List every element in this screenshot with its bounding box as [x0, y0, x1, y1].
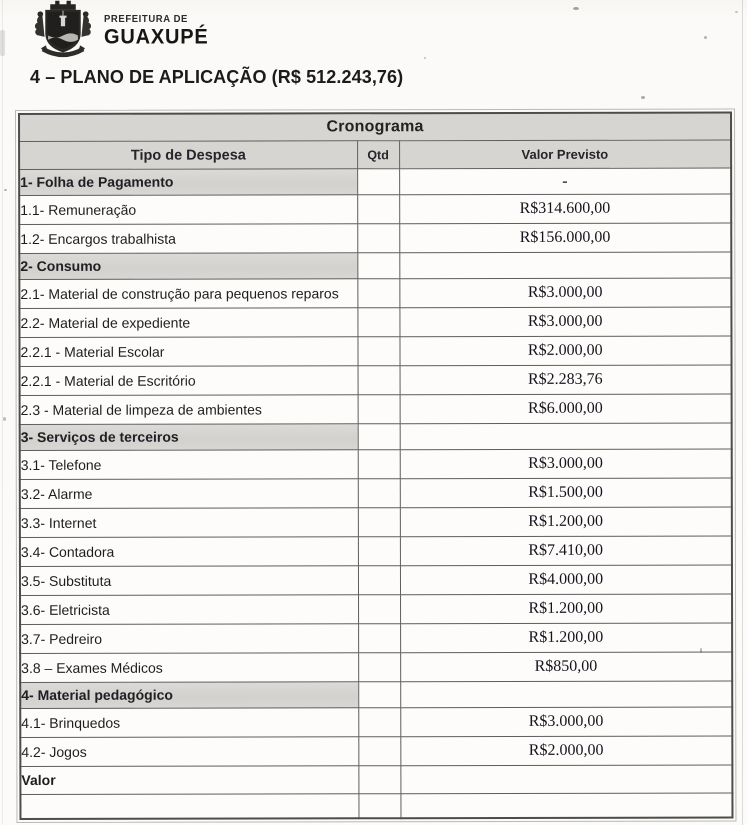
value-cell	[399, 252, 731, 279]
scan-speck	[4, 189, 7, 191]
header-logo	[30, 0, 209, 61]
qtd-cell	[358, 653, 400, 682]
expense-type-cell: Valor	[20, 766, 358, 795]
value-cell: -	[399, 168, 731, 195]
expense-type-cell	[20, 794, 358, 819]
table-row	[20, 565, 732, 595]
value-cell: R$314.600,00	[399, 194, 731, 224]
value-cell: R$7.410,00	[400, 536, 732, 566]
expense-type-cell: 3.7- Pedreiro	[20, 624, 358, 654]
cronograma-table-wrap	[15, 108, 737, 822]
table-row	[19, 307, 731, 337]
table-row	[20, 478, 732, 508]
qtd-cell	[358, 395, 400, 424]
value-cell: R$3.000,00	[400, 449, 732, 479]
qtd-cell	[358, 537, 400, 566]
qtd-cell	[358, 366, 400, 395]
value-cell: R$850,00	[400, 652, 732, 682]
value-cell: R$156.000,00	[399, 223, 731, 253]
value-cell: R$1.200,00	[400, 623, 732, 653]
qtd-cell	[358, 424, 400, 450]
value-cell	[400, 681, 732, 708]
table-row	[19, 194, 731, 224]
value-cell: R$1.200,00	[400, 507, 732, 537]
page-edge-line	[742, 0, 743, 825]
table-row	[19, 278, 731, 308]
table-row	[20, 536, 732, 566]
qtd-cell	[358, 708, 400, 737]
page-edge-line	[2, 0, 3, 825]
scan-smudge	[0, 30, 5, 56]
expense-type-cell: 2.2.1 - Material Escolar	[19, 337, 357, 367]
table-row	[20, 365, 732, 395]
expense-type-cell: 3.4- Contadora	[20, 537, 358, 567]
table-row	[20, 449, 732, 479]
expense-type-cell: 3.8 – Exames Médicos	[20, 653, 358, 683]
scan-speck	[704, 36, 707, 39]
qtd-cell	[358, 794, 400, 818]
scan-speck	[641, 96, 645, 99]
expense-type-cell: 1.1- Remuneração	[19, 195, 357, 225]
table-row	[19, 252, 731, 279]
qtd-cell	[357, 308, 399, 337]
table-row	[20, 793, 732, 818]
column-header-tipo-de-despesa: Tipo de Despesa	[19, 141, 357, 170]
qtd-cell	[358, 508, 400, 537]
value-cell: R$3.000,00	[399, 307, 731, 337]
expense-type-cell: 2.3 - Material de limpeza de ambientes	[20, 395, 358, 425]
expense-type-cell: 2.2- Material de expediente	[19, 308, 357, 338]
value-cell	[400, 793, 732, 818]
table-title: Cronograma	[19, 113, 731, 142]
value-cell: R$2.283,76	[400, 365, 732, 395]
expense-type-cell: 3- Serviços de terceiros	[20, 424, 358, 451]
expense-type-cell: 3.6- Eletricista	[20, 595, 358, 625]
table-row	[20, 507, 732, 537]
column-header-qtd: Qtd	[357, 141, 399, 169]
value-cell: R$2.000,00	[400, 736, 732, 766]
qtd-cell	[358, 595, 400, 624]
qtd-cell	[358, 766, 400, 794]
table-row	[19, 336, 731, 366]
qtd-cell	[358, 479, 400, 508]
value-cell: R$2.000,00	[399, 336, 731, 366]
value-cell: R$3.000,00	[399, 278, 731, 308]
qtd-cell	[358, 566, 400, 595]
document-title: 4 – PLANO DE APLICAÇÃO (R$ 512.243,76)	[30, 67, 404, 87]
logo-prefix-text: PREFEITURA DE	[104, 13, 188, 26]
expense-type-cell: 3.2- Alarme	[20, 479, 358, 509]
column-header-row	[19, 140, 731, 169]
scan-speck	[573, 7, 579, 10]
qtd-cell	[357, 253, 399, 279]
table-row	[20, 594, 732, 624]
value-cell	[400, 765, 732, 794]
qtd-cell	[357, 224, 399, 253]
table-row	[19, 168, 731, 195]
table-row	[20, 623, 732, 653]
expense-type-cell: 2.2.1 - Material de Escritório	[20, 366, 358, 396]
qtd-cell	[358, 737, 400, 766]
expense-type-cell: 3.5- Substituta	[20, 566, 358, 596]
scan-speck	[735, 11, 738, 13]
scan-speck	[3, 417, 6, 421]
qtd-cell	[358, 682, 400, 708]
coat-of-arms-icon	[30, 0, 96, 61]
table-row	[20, 765, 732, 794]
qtd-cell	[357, 195, 399, 224]
expense-type-cell: 4.1- Brinquedos	[20, 708, 358, 738]
table-body	[19, 168, 732, 818]
table-row	[20, 681, 732, 708]
value-cell: R$1.500,00	[400, 478, 732, 508]
qtd-cell	[358, 450, 400, 479]
expense-type-cell: 3.1- Telefone	[20, 450, 358, 480]
expense-type-cell: 4- Material pedagógico	[20, 682, 358, 709]
value-cell: R$4.000,00	[400, 565, 732, 595]
table-title-row	[19, 113, 731, 142]
table-row	[20, 423, 732, 450]
table-row	[19, 223, 731, 253]
column-header-valor-previsto: Valor Previsto	[399, 140, 731, 169]
qtd-cell	[358, 624, 400, 653]
value-cell: R$1.200,00	[400, 594, 732, 624]
value-cell	[400, 423, 732, 450]
qtd-cell	[357, 169, 399, 195]
expense-type-cell: 3.3- Internet	[20, 508, 358, 538]
table-row	[20, 736, 732, 766]
expense-type-cell: 2- Consumo	[19, 253, 357, 280]
logo-city-text: GUAXUPÉ	[104, 24, 209, 49]
table-row	[20, 707, 732, 737]
qtd-cell	[357, 337, 399, 366]
expense-type-cell: 1- Folha de Pagamento	[19, 169, 357, 196]
value-cell: R$3.000,00	[400, 707, 732, 737]
expense-type-cell: 1.2- Encargos trabalhista	[19, 224, 357, 254]
value-cell: R$6.000,00	[400, 394, 732, 424]
cronograma-table	[18, 111, 734, 819]
expense-type-cell: 4.2- Jogos	[20, 737, 358, 767]
table-row	[20, 652, 732, 682]
qtd-cell	[357, 279, 399, 308]
logo-text	[104, 15, 209, 47]
expense-type-cell: 2.1- Material de construção para pequenos reparos	[19, 279, 357, 309]
scan-speck	[424, 57, 426, 59]
table-row	[20, 394, 732, 424]
